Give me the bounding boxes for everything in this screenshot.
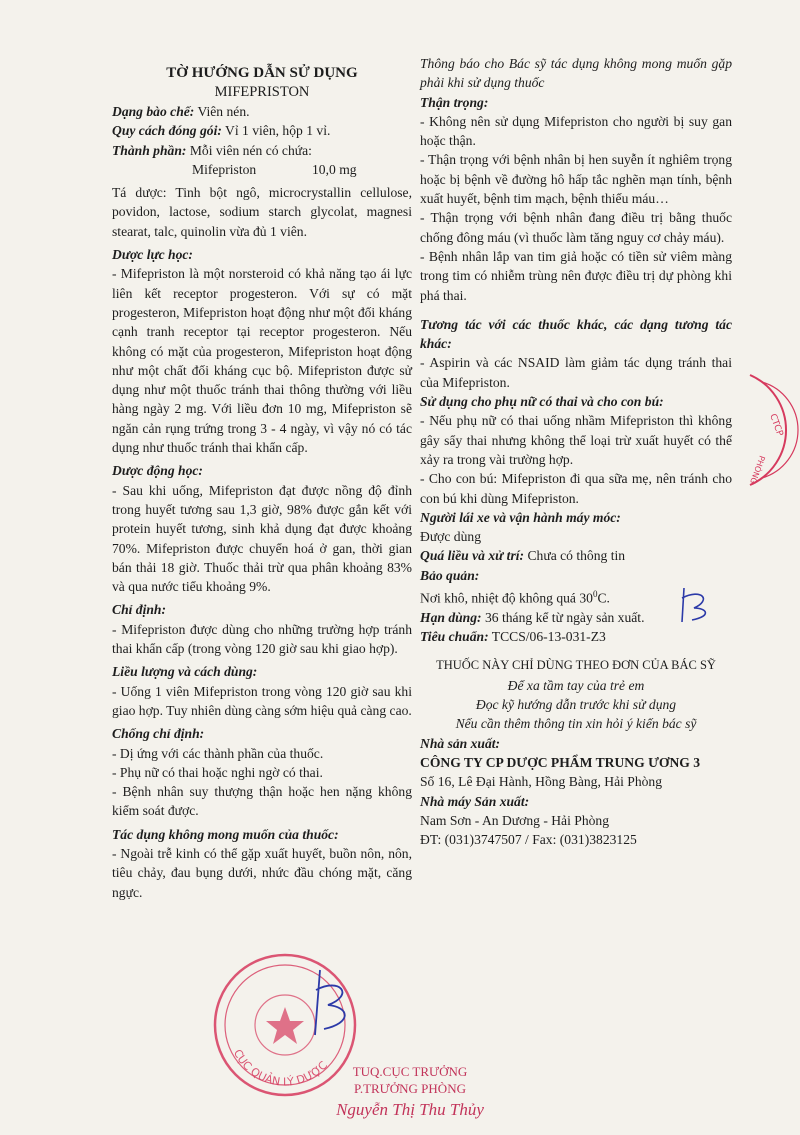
signoff-title <box>300 1063 520 1097</box>
pregnancy-text: - Nếu phụ nữ có thai uống nhầm Mifepriston thì không gây sẩy thai nhưng không thể loại trừ xuất huyết có thể xảy ra trong vài trường hợp. <box>420 413 732 467</box>
dosage-form-label: Dạng bào chế: <box>112 104 195 119</box>
overdose-value: Chưa có thông tin <box>524 548 626 564</box>
doc-title: TỜ HƯỚNG DẪN SỬ DỤNG <box>166 65 358 81</box>
driving-heading: Người lái xe và vận hành máy móc: <box>420 509 621 525</box>
signoff-line-1: TUQ.CỤC TRƯỞNG <box>352 1064 468 1079</box>
interaction-text: - Aspirin và các NSAID làm giảm tác dụng tránh thai của Mifepriston. <box>420 355 732 390</box>
signoff-line-2: P.TRƯỞNG PHÒNG <box>354 1081 466 1096</box>
pharmacodynamics-text: - Mifepriston là một norsteroid có khả năng tạo ái lực liên kết receptor progesteron. Với sự có mặt progesteron, Mifepriston hoạt động như một đối kháng cạnh tranh receptor tại receptor progesteron. Nếu không có mặt của progesteron, Mifepriston hoạt động như một chất đối kháng cục bộ. Mifepriston được sử dụng như một thuốc tránh thai thông thường với liều hàng ngày 2 mg. Với liều đơn 10 mg, Mifepriston sẽ ngăn cản rụng trứng trong 3 - 4 ngày, vì vậy nó có tác dụng như thuốc tránh thai khẩn cấp. <box>112 266 412 456</box>
storage-heading: Bảo quản: <box>420 567 480 583</box>
dosage-heading: Liều lượng và cách dùng: <box>112 664 258 680</box>
pharmacokinetics-heading: Dược động học: <box>112 463 203 479</box>
contraindication-item: - Phụ nữ có thai hoặc nghi ngờ có thai. <box>112 764 323 780</box>
pregnancy-heading: Sử dụng cho phụ nữ có thai và cho con bú: <box>420 394 664 410</box>
side-effects-text: - Ngoài trễ kinh có thể gặp xuất huyết, buồn nôn, nôn, tiêu chảy, đau bụng dưới, nhức đầu chóng mặt, căng ngực. <box>112 845 412 900</box>
doc-subtitle: MIFEPRISTON <box>214 84 310 100</box>
storage-text-main: Nơi khô, nhiệt độ không quá 30 <box>420 590 593 606</box>
left-column <box>112 56 412 902</box>
seal-signature <box>290 965 370 1045</box>
expiry-value: 36 tháng kể từ ngày sản xuất. <box>481 609 645 625</box>
standard-label: Tiêu chuẩn: <box>420 629 489 645</box>
storage-degree: 0 <box>592 589 598 600</box>
expiry-label: Hạn dùng: <box>420 609 482 625</box>
lactation-text: - Cho con bú: Mifepriston đi qua sữa mẹ, nên tránh cho con bú khi dùng Mifepriston. <box>420 471 732 506</box>
warning-line: Nếu cần thêm thông tin xin hỏi ý kiến bác sỹ <box>455 716 697 732</box>
pharmacodynamics-heading: Dược lực học: <box>112 247 193 263</box>
side-stamp-fragment <box>730 370 800 490</box>
composition-value: Mỗi viên nén có chứa: <box>186 142 312 158</box>
rx-notice: THUỐC NÀY CHỈ DÙNG THEO ĐƠN CỦA BÁC SỸ <box>436 658 716 673</box>
excipients: Tá dược: Tinh bột ngô, microcrystallin cellulose, povidon, lactose, sodium starch glycolat, magnesi stearat, talc, quinolin vừa đủ 1 viên. <box>112 185 412 239</box>
contraindications-heading: Chống chỉ định: <box>112 726 205 742</box>
maker-address: Số 16, Lê Đại Hành, Hồng Bàng, Hải Phòng <box>420 774 663 790</box>
side-effects-heading: Tác dụng không mong muốn của thuốc: <box>112 826 339 842</box>
standard-value: TCCS/06-13-031-Z3 <box>488 629 606 645</box>
caution-item: - Thận trọng với bệnh nhân đang điều trị bằng thuốc chống đông máu (vì thuốc làm tăng nguy cơ chảy máu). <box>420 210 732 245</box>
active-amount: 10,0 mg <box>312 161 357 177</box>
overdose-label: Quá liều và xử trí: <box>420 548 525 564</box>
caution-heading: Thận trọng: <box>420 94 489 110</box>
side-stamp-text: CTCP <box>767 412 785 438</box>
indications-heading: Chỉ định: <box>112 602 167 618</box>
composition-label: Thành phần: <box>112 142 187 158</box>
warning-line: Đọc kỹ hướng dẫn trước khi sử dụng <box>475 697 677 713</box>
dosage-text: - Uống 1 viên Mifepriston trong vòng 120 giờ sau khi giao hợp. Tuy nhiên dùng càng sớm hiệu quả càng cao. <box>112 683 412 718</box>
packing-value: Vỉ 1 viên, hộp 1 vỉ. <box>221 123 331 139</box>
active-name: Mifepriston <box>192 161 257 177</box>
factory-heading: Nhà máy Sản xuất: <box>420 793 530 809</box>
caution-item: - Thận trọng với bệnh nhân bị hen suyễn ít nghiêm trọng hoặc bị bệnh về đường hô hấp tắc nghẽn mạn tính, bệnh xuất huyết, bệnh tim mạch, bệnh thiếu máu… <box>420 152 732 207</box>
signoff-name: Nguyễn Thị Thu Thủy <box>336 1100 484 1119</box>
maker-heading: Nhà sản xuất: <box>420 735 501 751</box>
warning-line: Để xa tầm tay của trẻ em <box>507 677 645 693</box>
storage-unit: C. <box>597 590 610 606</box>
side-signature-stroke <box>682 588 705 622</box>
contraindication-item: - Dị ứng với các thành phần của thuốc. <box>112 745 324 761</box>
caution-item: - Bệnh nhân lắp van tim giả hoặc có tiền sử viêm màng trong tim có nhiễm trùng nên được điều trị dự phòng khi phá thai. <box>420 248 732 303</box>
side-signature <box>672 580 722 630</box>
caution-item: - Không nên sử dụng Mifepriston cho người bị suy gan hoặc thận. <box>420 113 732 149</box>
seal-signature-stroke <box>315 970 345 1035</box>
active-ingredient-row <box>112 160 412 179</box>
indications-text: - Mifepriston được dùng cho những trường hợp tránh thai khẩn cấp (trong vòng 120 giờ sau khi giao hợp). <box>112 621 412 657</box>
driving-text: Được dùng <box>420 529 481 545</box>
notify-doctor-text: Thông báo cho Bác sỹ tác dụng không mong muốn gặp phải khi sử dụng thuốc <box>420 56 732 91</box>
right-column <box>420 54 732 849</box>
maker-name: CÔNG TY CP DƯỢC PHẨM TRUNG ƯƠNG 3 <box>420 754 701 770</box>
seal-text-path: CỤC QUẢN LÝ DƯỢC <box>230 1047 331 1089</box>
interaction-heading: Tương tác với các thuốc khác, các dạng tương tác khác: <box>420 316 732 352</box>
dosage-form-value: Viên nén. <box>194 104 250 119</box>
side-stamp-text-2: PHÒNG <box>748 454 767 485</box>
factory-address: Nam Sơn - An Dương - Hải Phòng <box>420 812 610 828</box>
phone-fax: ĐT: (031)3747507 / Fax: (031)3823125 <box>420 832 637 848</box>
packing-label: Quy cách đóng gói: <box>112 123 222 139</box>
contraindication-item: - Bệnh nhân suy thượng thận hoặc hen nặng không kiểm soát được. <box>112 784 412 819</box>
pharmacokinetics-text: - Sau khi uống, Mifepriston đạt được nồng độ đỉnh trong huyết tương sau 1,3 giờ, 98% được gắn kết với protein huyết tương, sinh khả dụng đạt được khoảng 70%. Mifepriston được chuyển hoá ở gan, thời gian bán thải 18 giờ. Thuốc thải trừ qua phân khoảng 83% và qua nước tiểu khoảng 9%. <box>112 482 412 595</box>
